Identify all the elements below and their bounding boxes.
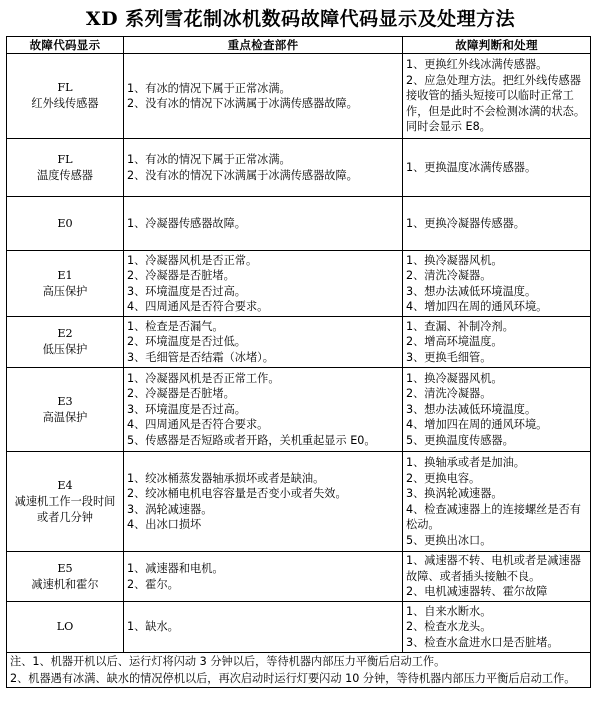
action-item: 5、更换出冰口。 [406, 533, 492, 547]
check-parts-cell [124, 54, 403, 139]
check-item: 3、环境温度是否过高。 [127, 284, 246, 298]
notes-cell [7, 653, 591, 688]
table-row [7, 602, 591, 653]
check-item: 2、环境温度是否过低。 [127, 335, 246, 349]
check-item: 1、检查是否漏气。 [127, 319, 224, 333]
action-item: 2、电机减速器转、霍尔故障 [406, 585, 548, 599]
table-row [7, 139, 591, 197]
fault-name: 高压保护 [42, 284, 88, 298]
fault-code-cell [7, 602, 124, 653]
fault-code-cell [7, 197, 124, 251]
check-parts-cell [124, 552, 403, 602]
action-item: 2、清洗冷凝器。 [406, 387, 492, 401]
check-item: 1、缺水。 [127, 620, 179, 634]
action-item: 2、清洗冷凝器。 [406, 269, 492, 282]
fault-code-cell [7, 139, 124, 197]
check-parts-cell [124, 197, 403, 251]
header-check-parts: 重点检查部件 [124, 37, 403, 54]
action-item: 2、应急处理方法。把红外线传感器接收管的插头短接可以临时正常工作，但是此时不会检测冰满的状态。同时会显示 E8。 [406, 73, 586, 134]
diagnosis-cell [403, 602, 591, 653]
check-item: 1、减速器和电机。 [127, 562, 224, 575]
fault-code-cell [7, 368, 124, 452]
action-item: 2、更换电容。 [406, 471, 481, 485]
check-item: 4、四周通风是否符合要求。 [127, 300, 269, 313]
header-fault-code: 故障代码显示 [7, 37, 124, 54]
fault-code-cell [7, 317, 124, 368]
diagnosis-cell [403, 54, 591, 139]
check-item: 2、没有冰的情况下冰满属于冰满传感器故障。 [127, 168, 358, 182]
action-item: 1、查漏、补制冷剂。 [406, 319, 514, 333]
action-item: 4、增加四在周的通风环境。 [406, 418, 548, 432]
check-parts-cell [124, 368, 403, 452]
check-item: 2、霍尔。 [127, 577, 179, 591]
fault-name: 减速机工作一段时间或者几分钟 [14, 494, 116, 524]
action-item: 4、增加四在周的通风环境。 [406, 300, 548, 313]
check-parts-cell [124, 251, 403, 317]
action-item: 3、想办法减低环境温度。 [406, 402, 537, 416]
fault-code-cell [7, 452, 124, 552]
diagnosis-cell [403, 368, 591, 452]
action-item: 3、更换毛细管。 [406, 350, 492, 364]
diagnosis-cell [403, 552, 591, 602]
action-item: 1、更换红外线冰满传感器。 [406, 58, 548, 72]
check-item: 1、有冰的情况下属于正常冰满。 [127, 81, 291, 95]
fault-code: LO [56, 620, 74, 633]
fault-code: E4 [57, 478, 73, 492]
action-item: 1、换冷凝器风机。 [406, 253, 503, 267]
fault-code: E5 [57, 561, 73, 575]
check-item: 2、冷凝器是否脏堵。 [127, 387, 235, 401]
action-item: 1、更换冷凝器传感器。 [406, 216, 525, 230]
note-item: 注、1、机器开机以后、运行灯将闪动 3 分钟以后，等待机器内部压力平衡后启动工作。 [10, 655, 446, 668]
fault-code: E2 [57, 327, 73, 340]
action-item: 1、更换温度冰满传感器。 [406, 160, 537, 174]
table-header-row [7, 37, 591, 54]
check-parts-cell [124, 317, 403, 368]
check-item: 3、涡轮减速器。 [127, 502, 213, 516]
table-row [7, 368, 591, 452]
fault-name: 低压保护 [42, 343, 88, 356]
action-item: 4、检查减速器上的连接螺丝是否有松动。 [406, 502, 581, 531]
table-row [7, 552, 591, 602]
action-item: 1、换冷凝器风机。 [406, 371, 503, 385]
fault-code: E1 [57, 268, 73, 282]
check-item: 1、冷凝器风机是否正常。 [127, 253, 258, 267]
fault-name: 红外线传感器 [31, 97, 99, 110]
check-item: 1、冷凝器传感器故障。 [127, 216, 246, 230]
check-item: 4、出冰口损坏 [127, 518, 202, 531]
check-item: 3、毛细管是否结霜（冰堵）。 [127, 350, 274, 364]
table-row [7, 54, 591, 139]
check-item: 1、绞冰桶蒸发器轴承损坏或者是缺油。 [127, 471, 325, 485]
check-parts-cell [124, 452, 403, 552]
fault-code-table [6, 36, 591, 688]
action-item: 1、减速器不转、电机或者是减速器故障、或者插头接触不良。 [406, 554, 581, 583]
check-item: 5、传感器是否短路或者开路，关机重起显示 E0。 [127, 433, 376, 447]
check-item: 4、四周通风是否符合要求。 [127, 418, 269, 432]
table-row [7, 452, 591, 552]
action-item: 3、想办法减低环境温度。 [406, 284, 537, 298]
page-title: XD 系列雪花制冰机数码故障代码显示及处理方法 [85, 8, 516, 30]
action-item: 5、更换温度传感器。 [406, 433, 514, 447]
fault-code: FL [57, 152, 73, 166]
table-row [7, 251, 591, 317]
check-parts-cell [124, 139, 403, 197]
diagnosis-cell [403, 197, 591, 251]
check-parts-cell [124, 602, 403, 653]
note-item: 2、机器遇有冰满、缺水的情况停机以后，再次启动时运行灯要闪动 10 分钟，等待机器内部压力平衡后启动工作。 [10, 672, 576, 685]
action-item: 1、自来水断水。 [406, 604, 492, 618]
fault-code-cell [7, 251, 124, 317]
notes-row [7, 653, 591, 688]
check-item: 3、环境温度是否过高。 [127, 402, 246, 416]
fault-name: 温度传感器 [37, 168, 93, 182]
check-item: 2、没有冰的情况下冰满属于冰满传感器故障。 [127, 97, 358, 110]
diagnosis-cell [403, 452, 591, 552]
diagnosis-cell [403, 251, 591, 317]
check-item: 2、冷凝器是否脏堵。 [127, 269, 235, 282]
check-item: 1、有冰的情况下属于正常冰满。 [127, 153, 291, 166]
fault-name: 高温保护 [42, 410, 88, 424]
fault-name: 减速机和霍尔 [31, 577, 99, 591]
fault-code: E0 [57, 216, 73, 230]
table-row [7, 197, 591, 251]
header-diagnosis: 故障判断和处理 [403, 37, 591, 54]
action-item: 1、换轴承或者是加油。 [406, 456, 525, 469]
check-item: 2、绞冰桶电机电容容量是否变小或者失效。 [127, 487, 347, 500]
action-item: 3、检查水盒进水口是否脏堵。 [406, 635, 559, 649]
action-item: 2、检查水龙头。 [406, 620, 492, 634]
action-item: 3、换涡轮减速器。 [406, 487, 503, 500]
fault-code: FL [57, 81, 73, 94]
check-item: 1、冷凝器风机是否正常工作。 [127, 371, 280, 385]
diagnosis-cell [403, 317, 591, 368]
fault-code: E3 [57, 394, 73, 408]
fault-code-cell [7, 54, 124, 139]
diagnosis-cell [403, 139, 591, 197]
fault-code-cell [7, 552, 124, 602]
action-item: 2、增高环境温度。 [406, 335, 503, 349]
table-row [7, 317, 591, 368]
